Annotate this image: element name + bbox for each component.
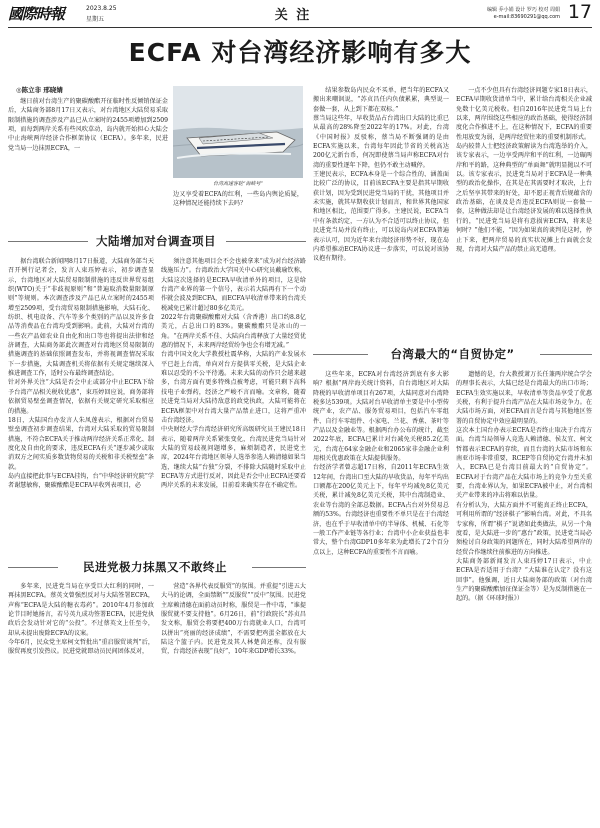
newspaper-logo: 國際時報: [8, 5, 65, 23]
ferry-photo-image: [173, 86, 303, 178]
masthead-rule: [8, 27, 592, 28]
section2-column-2: 营造“各界代表反服贸”的氛围。并重提“引进五大大马的论调，全面禁断”“反服贸”“反中”氛围。民进党主席赖清德在面前动员时称，服贸是一件中毒，“谁提服贸就不要支持他”。6月26日，前“行政院长”苏贞昌发文称，服贸会将要把400万台湾就业人口，台湾可以拼出“亮丽的经济成绩”，不需要把鸡蛋全都放在大陆这个篮子内。民进党及其人林楚茵还称，没有服贸，台湾经济表现“良好”，10年来GDP增长33%。: [161, 583, 306, 656]
editor-email: e-mail:83690291@qq.com: [493, 14, 560, 20]
section3-column-2: 遗憾的是，台大教授萧万长任兼两岸统合学会的理事长表示，大陆已经是台湾最大的出口市场；ECFA生效实施以来，早收清单等货品享受了优惠关税，有利于提升台湾产品在大陆市场竞争力。在大陆市场方面，对ECFA而言是台湾与其他地区签署的自贸协定中效应最明显的。 这次本土国台办表示ECFA是否终止取决于台湾方面。台湾当局领导人竞选人赖清德、侯友宜、柯文哲都表示ECFA的存续，而且台湾的大陆市场和东南亚市场非常重要，RCEP等自贸协定台湾并未加入，ECFA已是台湾目前最大的“自贸协定”。ECFA对于台湾产品在大陆市场上的竞争力至关重要，台湾业界认为，如果ECFA被中止，对台湾相关产业带来的冲击将难以估量。 有分析认为，大陆方面并不可能真正终止ECFA，可利用所谓的“经济棋子”影响台湾。对此，不具名专家称，所谓“棋子”说诸如此类做法，从另一个角度看，是大陆进一步的“惠台”政策，民进党当局必须检讨自身政策的问题所在，同时大陆希望两岸的经贸合作继续往前推进的方向推进。 大陆商务部新闻发言人束珏婷17日表示，中止ECFA是否适用于台湾？“大陆谁在认定？没有这回事”。他强调，近日大陆商务部的政策（对台湾生产的聚碳酸酯加征保证金等）是为反制措施在一起的。（据《环球时报》）: [456, 371, 592, 603]
section3-column-1: 这些年来，ECFA对台湾经济到底有多大影响？根据“两岸海关统计资料，自台湾地区对大陆降税的早收清单项目有267项，大陆同意对台湾降税多达539项。大陆对台早收清单主要是中小型传统产业，农产品、服务贸易项目，包括汽车零组件、自行车零组件、小家电、兰花、香蕉、茶叶等产品以及金融业等。根据两台办公布的统计，截至2022年底，ECFA已累计对台减免关税85.2亿美元，台湾在64家金融企业和2065家非金融企业利用相关优惠政策在大陆提供服务。 台经济学者曾志超17日称，自2011年ECFA生效12年间，台湾出口至大陆的早收货品，每年平均出口额都在200亿美元上下，每年平均减免8亿美元关税，累计减免8亿美元关税，其中台湾制造业、农业等台湾的全部总数据。ECFA占台对外贸易总额的53%。台湾经济也重要性不单只是在于台湾经济，也在乎于早收清单中的半导体、机械、石化等一般工作产业链等各行业；台湾中小企业获益也非常大，整个台湾GDP10多年来为此增长了2个百分点以上，这种ECFA的重要性不言而喻。: [313, 371, 449, 556]
issue-date: 2023.8.25: [86, 5, 117, 12]
intro-paragraph-right: 边又享受着ECFA的红利，一些岛内舆论质疑，这种情况还能持续下去吗？: [173, 191, 303, 208]
section1-rule-right: [226, 241, 306, 242]
page-number: 17: [567, 1, 592, 23]
section2-column-3: 结果参数岛内民众不买单，把当年的ECFA又搬出来嘲讽说，“苏贞昌任内负债累累，典型说一套做一套，从上到下都在双标。” 蔡当局这些年，早收货品占台湾出口大陆的比重已从最高的28%降至2022年的17%。对此，台湾《中国时报》反驳称，蔡当局不断强调的是由ECFA实施以来，台湾每年因此节省的关税高达200亿元新台币，何况即使蔡当局声称ECFA对台湾的重要性逐年下降，但仍不敢主动喊停。 王建民表示，ECFA本身是一个综合性的、涵盖面比较广泛的协议，目前该ECFA主要是指其早期收获计划，因为受到民进党当局的干扰，其他项目并未实施，就其早期收获计划而言，和世界其他国家和地区相比，范围要广得多。主建民说，ECFA当中有条款约定，一方认为不合适可以终止协议，但民进党当局并没有终止，可以说岛内对ECFA普遍表示认可，因为近年来台湾经济形势不好，现在岛内希望推动ECFA协议进一步落实，可以说对该协议抱有期待。: [313, 87, 449, 263]
section2-title: 民进党极力抹黑又不敢终止: [83, 560, 227, 574]
section1-column-2: 须注意其他项目会不会也被拿来“成为对台经济路线施压力”。台湾政治大学国关中心研究员戴瑜钦称，大陆这次选择的是ECFA早收清单外的项目，这是给台湾产业界的第一个信号，表示若大陆再有下一个动作就会波及到ECFA，而ECFA早收清单带来的台湾关税减免已累计超过80多亿美元。 2022年台湾聚碳酸酯对大陆（含香港）出口约8.8亿美元，占总出口的83%。聚碳酸酯只是冰山的一角。“在两岸关系不佳、大陆向台湾释放了大量经贸优惠的情况下，未来两岸经贸纷争也会有增无减。” 台湾中国文化大学教授杜震华称，大陆的产业发展水平已赶上台湾，单向对台方提供零关税，是大陆企业难以忍受的不公平待遇。未来大陆的动作只会越来越多，台湾方面有更多特殊点被考虑，可能只剩下高科技电子业弹药，经济之严峻不言而喻。文章称，随着民进党当局对大陆持敌意的政党执政，大陆可能将在ECFA框架中对台湾大量产品禁止进口，这将严重冲击台湾经济。 中央财经大学台湾经济研究所高级研究员王建民18日表示，随着两岸关系紧张变化，台湾民进党当局针对大陆的贸易歧视问题增多，麻烦制造者，民进党主席，2024年台湾地区领导人选举参选人赖清德如果当选，继续大陆“台独”分裂，不排除大陆随时采取中止ECFA等方式进行反对，因此是否会中止ECFA还要看两岸关系的未来发展，目前看来确实存在不确定性。: [161, 258, 306, 490]
ferry-photo: [173, 86, 303, 178]
masthead: [8, 2, 592, 28]
section1-column-1: 据台湾联合新闻网8月17日报道，大陆商务部当天召开例行记者会，发言人束珏婷表示，初步调查显示，台湾地区对大陆贸易限制措施的违反世界贸易组织(WTO)关于“非歧视原则”和“普遍取消数量限制原则”等规则。本次调查涉及产品已从立案时的2455项增至2509项，受台湾贸易限制措施影响，大陆石化、纺织、机电设备、汽车等多个类别的产品以及许多食品等消费品在台湾均受到影响。此前，大陆对台湾的一些农产品如农业自由化和出口等也将提出法律和经济调查，大陆商务部此次调查对台湾地区贸易限制的措施调查的基础依照调查发布，并将视调查情况采取下一步措施，大陆调查机关将依据有关规定继续深入推进调查工作，适时公布最终调查结论。 针对外界关注“大陆是否会中止或部分中止ECFA下给予台湾产品相关税收优惠”，束珏婷回应说，商务部将依据贸易壁垒调查情况，依据有关规定研究采取相应的措施。 18日，大陆国台办发言人朱凤莲表示，根据对台贸易壁垒调查初步调查结果，台湾对大陆采取的贸易限制措施，不符合ECFA关于推动两岸经济关系正常化、制度化及自由化的要求，违反ECFA有关“逐步减少或取消双方之间实质多数货物贸易的关税和非关税壁垒”条款。 岛内直接把此事与ECFA挂钩，台“中华经济研究院”学者谢慧敏称，聚碳酸酯是ECFA早收列表项目，必: [8, 258, 154, 490]
section3-title: 台湾最大的“自贸协定”: [390, 347, 515, 361]
section-label: 关 注: [274, 8, 312, 23]
intro-paragraph-left: 继日前对台湾生产的聚碳酸酯开征临时性反倾销保证金后，大陆商务部8月17日又表示，对台湾地区大陆贸易采取限制措施的调查涉及产品已从立案时的2455项增加到2509项，而每到两岸关系有些风吹草动，岛内就开始担心大陆会中止海峡两岸经济合作框架协议（ECFA）。多年来，民进党当局一边抹黑ECFA，一: [8, 98, 168, 152]
byline: ◎陈立非 邢晓婧: [16, 86, 63, 94]
headline: ECFA 对台湾经济影响有多大: [128, 38, 472, 67]
issue-weekday: 星期五: [86, 16, 105, 23]
editor-line: 编辑 乔小娟 设计 罗巧 校对 周娟: [487, 7, 560, 13]
section2-rule-right: [252, 567, 306, 568]
section1-title: 大陆增加对台调查项目: [96, 234, 216, 248]
section2-rule-left: [8, 567, 58, 568]
section2-column-4: 一点不少但具有台湾经济问题专家18日表示，ECFA早期收货清单当中，累计给台湾相关企业减免数十亿美元税收。但自2016年民进党当局上台以来，两岸围绕这些相应的政治基础，使得经济制度化合作推进不上，在这种情况下，ECFA的重要性用放变为弱，是两岸经贸往来的重要机制形式。 岛内较普人士把经济政策解读为台湾选举的介入，该专家表示，一边享受两岸和平的红利，一边碾两岸和平的路，这种典型的“单面舞”就明显抛以不可以。该专家表示，民进党当局对于ECFA是一种典型的政治化操作，在其是在其需要时才取决，上台之后坚享其带来的好处，却不愿正视背后规蕴含的政治基础，在谈及是否违反ECFA则说一套做一套，这种做法却是让台湾经济发展的难以选择性执行的，“民进党当局是将有意损害ECFA，将来是何时？”他们不能，“因为如果真的谈判是这时，停止下来，把两岸贸易的真实状况摊上台面就会发现，台湾对大陆产品的禁止高无道理。: [456, 87, 592, 253]
section2-column-1: 多年来，民进党当局在享受巨大红利的同时，一再抹黑ECFA。蔡英文曾强烈反对与大陆签署ECFA，声称“ECFA是大陆的糖衣毒药”。2010年4月参加政论节目时她扬言，若号英九成功签署ECFA，民进党执政后会发动针对它的“公投”。不过蔡英文上任至今，却从未提出废除ECFA的议案。 今年6月，民众党主席柯文哲批出“重启服贸谈判”后，服贸再度引发热议。民进党就即动员民间团体反对，: [8, 583, 154, 656]
ferry-photo-caption: 台湾高速客轮“海峡号”: [212, 181, 264, 187]
section3-rule-right: [540, 354, 592, 355]
